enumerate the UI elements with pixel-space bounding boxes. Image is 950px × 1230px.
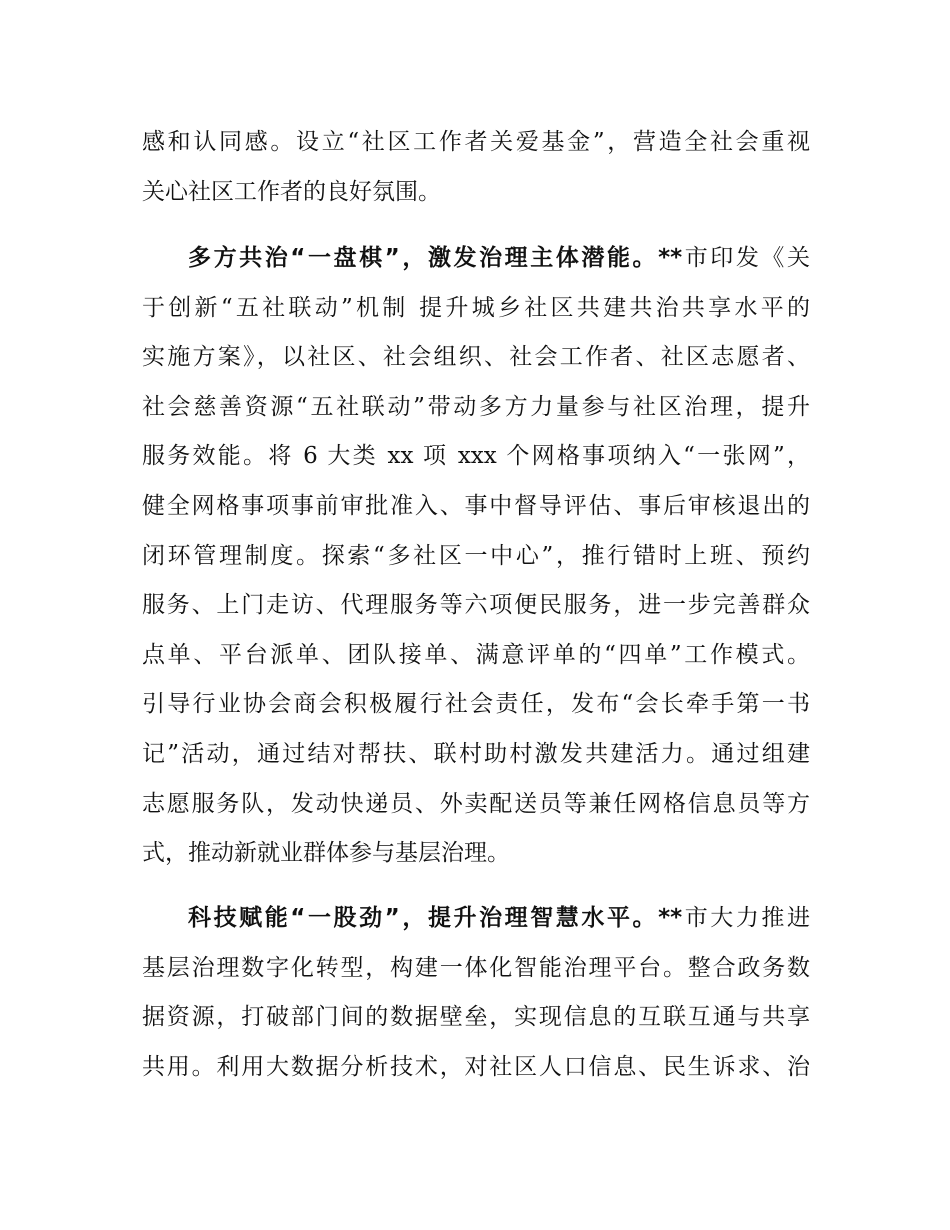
paragraph-2-line-9: 点单、平台派单、团队接单、满意评单的“四单”工作模式。 <box>142 641 810 668</box>
paragraph-3-first-line <box>142 894 810 944</box>
paragraph-2-line-8: 服务、上门走访、代理服务等六项便民服务，进一步完善群众 <box>142 592 810 619</box>
paragraph-1-line-2: 关心社区工作者的良好氛围。 <box>142 178 441 205</box>
paragraph-2-line-7: 闭环管理制度。探索“多社区一中心”，推行错时上班、预约 <box>142 542 810 569</box>
paragraph-2-line-5: 服务效能。将 6 大类 xx 项 xxx 个网格事项纳入“一张网”， <box>142 443 810 470</box>
paragraph-1 <box>142 118 810 217</box>
paragraph-2-line-10: 引导行业协会商会积极履行社会责任，发布“会长牵手第一书 <box>142 691 810 718</box>
paragraph-2-line-4: 社会慈善资源“五社联动”带动多方力量参与社区治理，提升 <box>142 393 810 420</box>
paragraph-3-line-4: 共用。利用大数据分析技术，对社区人口信息、民生诉求、治 <box>142 1053 810 1080</box>
paragraph-2-heading: 多方共治“一盘棋”，激发治理主体潜能。** <box>188 245 683 271</box>
paragraph-2-first-line-text: 市印发《关 <box>682 245 810 271</box>
paragraph-2-line-11: 记”活动，通过结对帮扶、联村助村激发共建活力。通过组建 <box>142 740 810 767</box>
paragraph-3-line-2: 基层治理数字化转型，构建一体化智能治理平台。整合政务数 <box>142 954 810 981</box>
paragraph-2-line-3: 实施方案》，以社区、社会组织、社会工作者、社区志愿者、 <box>142 344 810 371</box>
paragraph-3-line-3: 据资源，打破部门间的数据壁垒，实现信息的互联互通与共享 <box>142 1004 810 1031</box>
paragraph-3-heading: 科技赋能“一股劲”，提升治理智慧水平。** <box>188 905 683 931</box>
paragraph-2-line-13: 式，推动新就业群体参与基层治理。 <box>142 840 510 867</box>
paragraph-3-first-line-text: 市大力推进 <box>682 905 810 931</box>
paragraph-2-line-6: 健全网格事项事前审批准入、事中督导评估、事后审核退出的 <box>142 492 810 519</box>
paragraph-2 <box>142 234 810 879</box>
paragraph-2-first-line <box>142 234 810 284</box>
paragraph-2-line-12: 志愿服务队，发动快递员、外卖配送员等兼任网格信息员等方 <box>142 790 810 817</box>
paragraph-2-line-2: 于创新“五社联动”机制 提升城乡社区共建共治共享水平的 <box>142 294 810 321</box>
paragraph-3 <box>142 894 810 1092</box>
paragraph-1-line-1: 感和认同感。设立“社区工作者关爱基金”，营造全社会重视 <box>142 129 810 155</box>
